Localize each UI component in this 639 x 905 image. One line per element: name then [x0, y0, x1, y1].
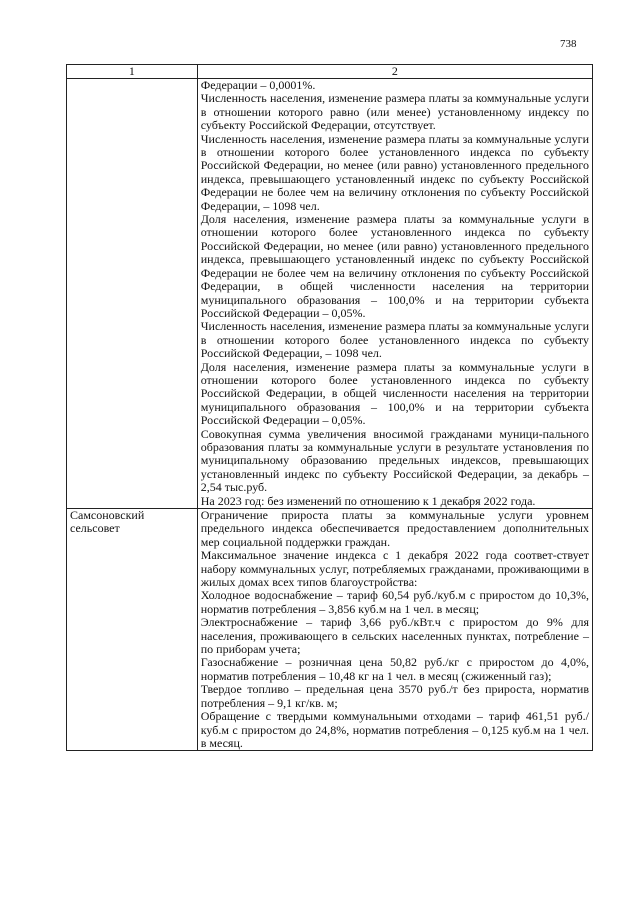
paragraph: Федерации – 0,0001%.	[200, 78, 316, 92]
paragraph: Обращение с твердыми коммунальными отходами – тариф 461,51 руб./куб.м с приростом до 24,8%, норматив потребления – 0,125 куб.м на 1 чел. в месяц.	[200, 709, 589, 750]
paragraph: Доля населения, изменение размера платы за коммунальные услуги в отношении которого более установленного индекса по субъекту Российской Федерации, в общей численности населения на территории муниципального образования – 100,0% и на территории субъекта Российской Федерации – 0,05%.	[200, 359, 589, 428]
paragraph: Максимальное значение индекса с 1 декабря 2022 года соответ-ствует набору коммунальных услуг, потребляемых гражданами, проживающими в жилых домах всех типов благоустройства:	[200, 548, 589, 590]
paragraph: На 2023 год: без изменений по отношению к 1 декабря 2022 года.	[200, 493, 536, 508]
document-table	[66, 64, 593, 751]
paragraph: Газоснабжение – розничная цена 50,82 руб./кг с приростом до 4,0%, норматив потребления – 10,48 кг на 1 чел. в месяц (сжиженный газ);	[200, 655, 589, 683]
paragraph: Численность населения, изменение размера платы за коммунальные услуги в отношении которого более установленного индекса по субъекту Российской Федерации, но менее (или равно) установленного предельного индекса, превышающего установленный индекс по субъекту Российской Федерации не более чем на величину отклонения по субъекту Российской Федерации, – 1098 чел.	[200, 131, 589, 213]
paragraph: Доля населения, изменение размера платы за коммунальные услуги в отношении которого более установленного индекса по субъекту Российской Федерации, но менее (или равно) установленного предельного индекса, превышающего установленный индекс по субъекту Российской Федерации не более чем на величину отклонения по субъекту Российской Федерации, в общей численности населения на территории муниципального образования – 100,0% и на территории субъекта Российской Федерации – 0,05%.	[200, 212, 589, 320]
table-row	[67, 79, 593, 509]
paragraph: Численность населения, изменение размера платы за коммунальные услуги в отношении которого равно (или менее) установленному индексу по субъекту Российской Федерации, отсутствует.	[200, 91, 589, 133]
column-1-header: 1	[67, 65, 198, 79]
paragraph: Электроснабжение – тариф 3,66 руб./кВт.ч с приростом до 9% для населения, проживающего в сельских населенных пунктах, потребление – по приборам учета;	[200, 615, 589, 657]
paragraph: Холодное водоснабжение – тариф 60,54 руб./куб.м с приростом до 10,3%, норматив потребления – 3,856 куб.м на 1 чел. в месяц;	[200, 588, 589, 616]
settlement-cell-empty	[67, 79, 198, 509]
paragraph: Совокупная сумма увеличения вносимой гражданами муници-пального образования платы за коммунальные услуги в результате установления по муниципальному образованию предельных индексов, превышающих установленный индекс по субъекту Российской Федерации, за декабрь – 2,54 тыс.руб.	[200, 426, 589, 495]
description-cell	[197, 79, 592, 509]
settlement-name: Самсоновский сельсовет	[70, 508, 145, 536]
paragraph: Твердое топливо – предельная цена 3570 руб./т без прироста, норматив потребления – 9,1 кг/кв. м;	[200, 682, 589, 710]
column-2-header: 2	[197, 65, 592, 79]
settlement-cell	[67, 509, 198, 751]
page-number: 738	[560, 38, 577, 50]
paragraph: Ограничение прироста платы за коммунальные услуги уровнем предельного индекса обеспечивается предоставлением дополнительных мер социальной поддержки граждан.	[200, 508, 589, 549]
description-cell	[197, 509, 592, 751]
table-header-row	[67, 65, 593, 79]
table-row	[67, 509, 593, 751]
paragraph: Численность населения, изменение размера платы за коммунальные услуги в отношении которого более установленного индекса по субъекту Российской Федерации, – 1098 чел.	[200, 319, 589, 361]
